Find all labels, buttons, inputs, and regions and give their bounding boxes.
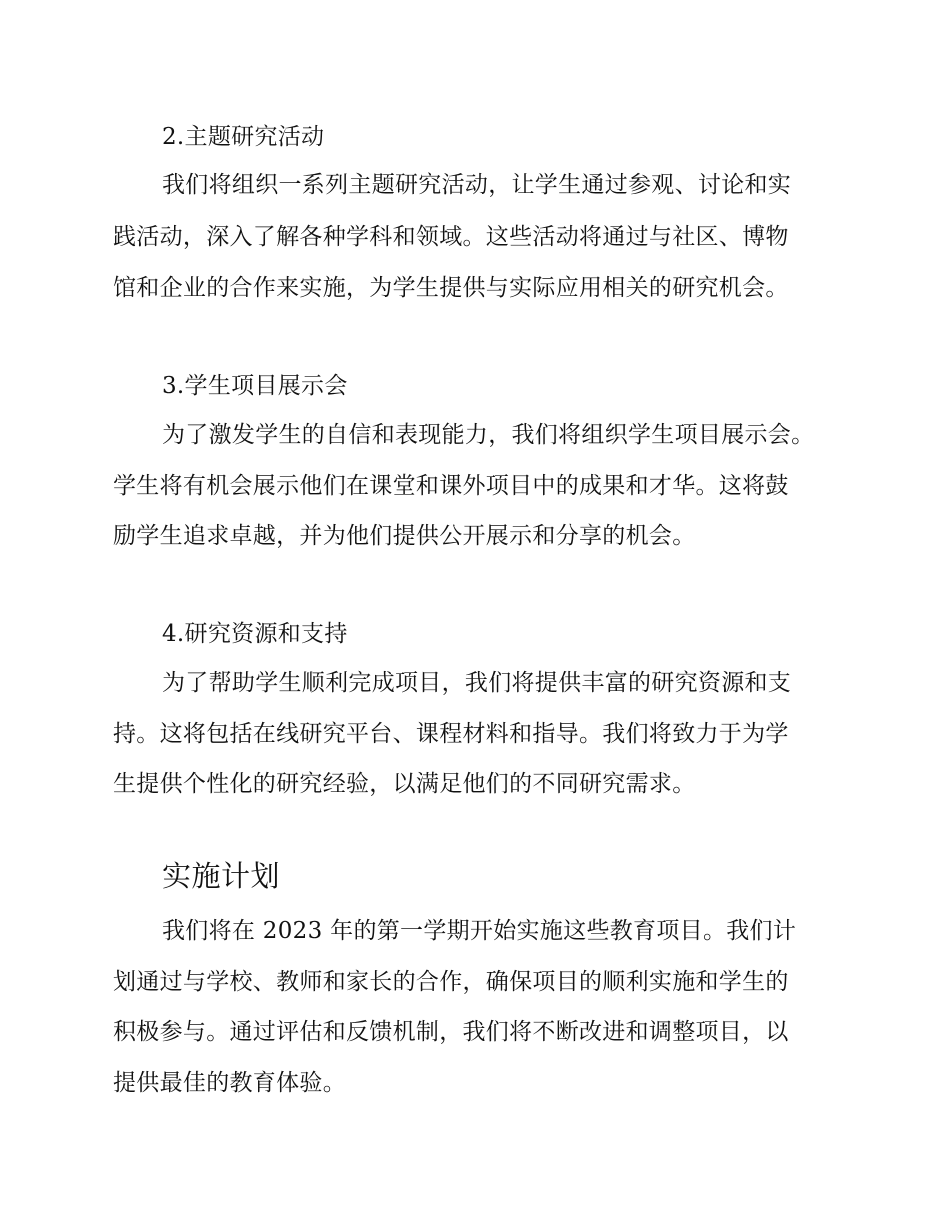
paragraph-line: 我们将组织一系列主题研究活动，让学生通过参观、讨论和实 xyxy=(162,172,792,198)
paragraph-line: 持。这将包括在线研究平台、课程材料和指导。我们将致力于为学 xyxy=(113,721,789,747)
paragraph-line: 为了帮助学生顺利完成项目，我们将提供丰富的研究资源和支 xyxy=(162,670,792,696)
paragraph-line: 划通过与学校、教师和家长的合作，确保项目的顺利实施和学生的 xyxy=(113,969,789,995)
section-title: 2.主题研究活动 xyxy=(162,124,325,150)
paragraph-line: 践活动，深入了解各种学科和领域。这些活动将通过与社区、博物 xyxy=(113,224,789,250)
paragraph-line: 生提供个性化的研究经验，以满足他们的不同研究需求。 xyxy=(113,771,696,797)
paragraph-line: 我们将在 2023 年的第一学期开始实施这些教育项目。我们计 xyxy=(162,918,797,944)
paragraph-line: 馆和企业的合作来实施，为学生提供与实际应用相关的研究机会。 xyxy=(113,275,789,301)
paragraph-line: 积极参与。通过评估和反馈机制，我们将不断改进和调整项目，以 xyxy=(113,1019,789,1045)
paragraph-line: 学生将有机会展示他们在课堂和课外项目中的成果和才华。这将鼓 xyxy=(113,473,789,499)
paragraph-line: 为了激发学生的自信和表现能力，我们将组织学生项目展示会。 xyxy=(162,422,815,448)
paragraph-line: 提供最佳的教育体验。 xyxy=(113,1070,346,1096)
implementation-heading: 实施计划 xyxy=(162,859,281,893)
section-title: 4.研究资源和支持 xyxy=(162,621,348,647)
section-title: 3.学生项目展示会 xyxy=(162,373,348,399)
paragraph-line: 励学生追求卓越，并为他们提供公开展示和分享的机会。 xyxy=(113,523,696,549)
